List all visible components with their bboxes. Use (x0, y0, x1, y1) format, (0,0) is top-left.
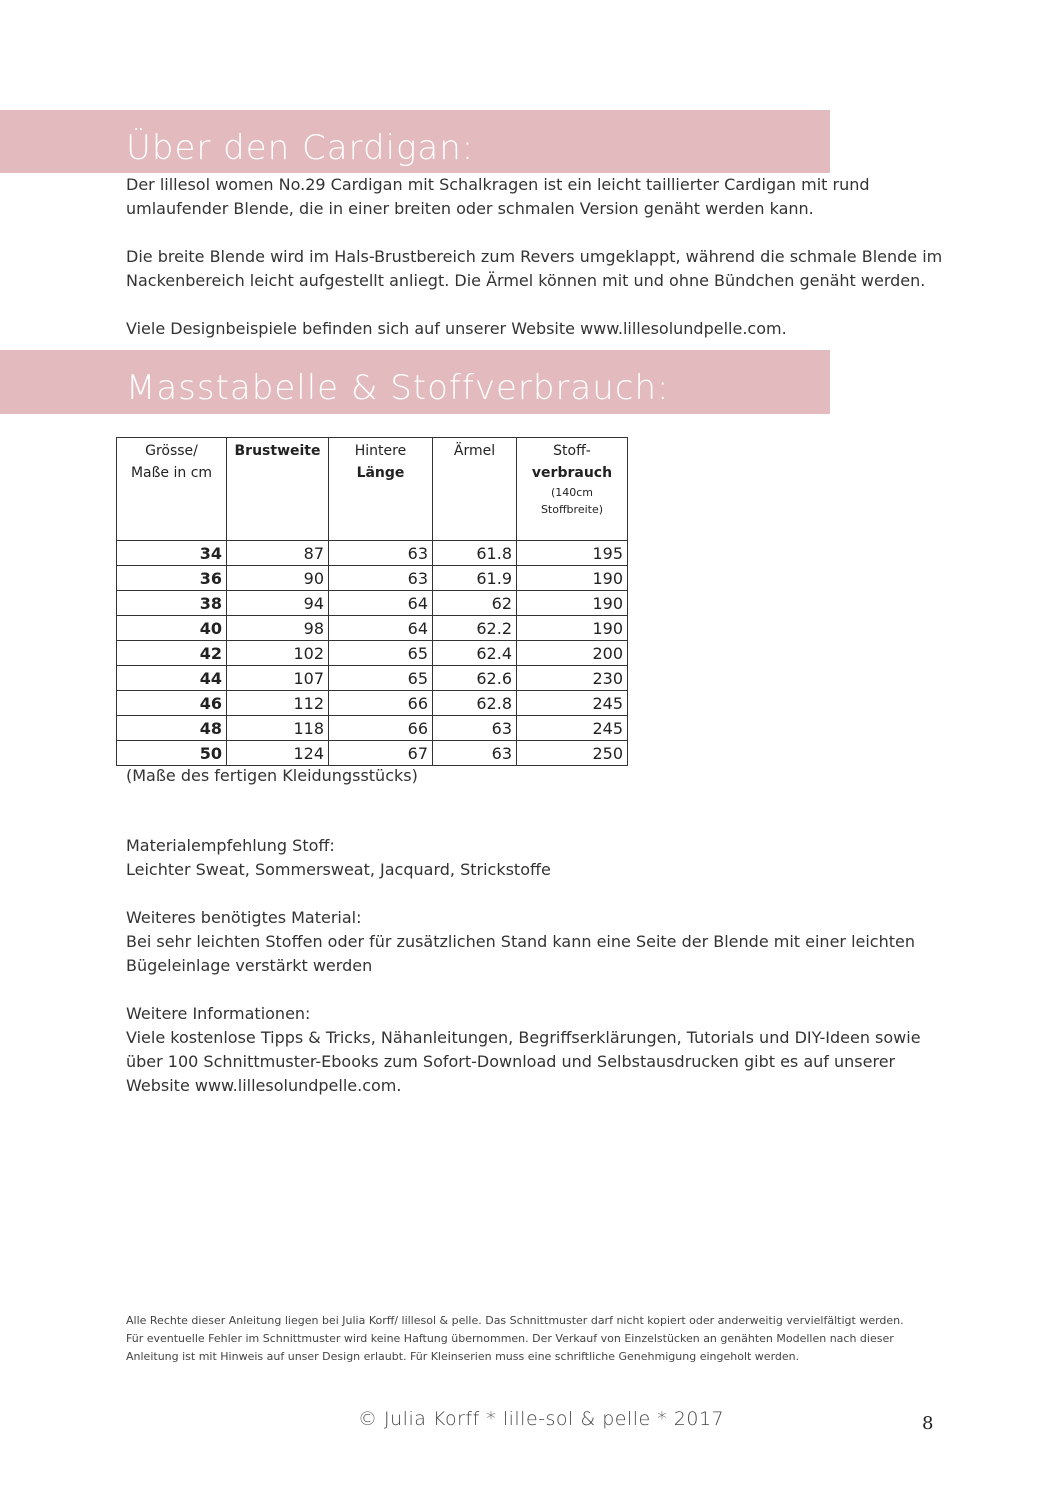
text-line: über 100 Schnittmuster-Ebooks zum Sofort-Download und Selbstausdrucken gibt es auf unserer (126, 1052, 896, 1071)
legal-line: Für eventuelle Fehler im Schnittmuster wird keine Haftung übernommen. Der Verkauf von Einzelstücken an genähten Modellen nach dieser (126, 1332, 894, 1345)
header-chest (227, 438, 329, 541)
cell-fabric: 190 (517, 591, 628, 616)
header-text: verbrauch (531, 465, 613, 481)
table-row (117, 741, 628, 766)
cell-chest: 94 (227, 591, 329, 616)
cell-chest: 112 (227, 691, 329, 716)
cell-fabric: 250 (517, 741, 628, 766)
cell-size: 42 (117, 641, 227, 666)
cell-fabric: 190 (517, 566, 628, 591)
cell-fabric: 245 (517, 716, 628, 741)
table-row (117, 666, 628, 691)
header-text: Grösse/ (145, 443, 198, 459)
cell-back-length: 63 (329, 566, 433, 591)
text-line: Die breite Blende wird im Hals-Brustbereich zum Revers umgeklappt, während die schmale Blende im (126, 247, 943, 266)
copyright-footer: © Julia Korff * lille-sol & pelle * 2017 (358, 1408, 725, 1430)
legal-line: Alle Rechte dieser Anleitung liegen bei Julia Korff/ lillesol & pelle. Das Schnittmuster darf nicht kopiert oder anderweitig vervielfältigt werden. (126, 1314, 904, 1327)
header-size (117, 438, 227, 541)
cell-back-length: 65 (329, 666, 433, 691)
cell-size: 48 (117, 716, 227, 741)
cell-chest: 124 (227, 741, 329, 766)
cell-size: 50 (117, 741, 227, 766)
cell-size: 40 (117, 616, 227, 641)
text-line: Viele kostenlose Tipps & Tricks, Nähanleitungen, Begriffserklärungen, Tutorials und DIY-Ideen sowie (126, 1028, 921, 1047)
cell-chest: 107 (227, 666, 329, 691)
cell-back-length: 66 (329, 691, 433, 716)
cell-fabric: 245 (517, 691, 628, 716)
further-material-text (126, 930, 915, 978)
cell-sleeve: 62.6 (433, 666, 517, 691)
cell-sleeve: 62.8 (433, 691, 517, 716)
section-header-band-sizes (0, 350, 830, 414)
cell-back-length: 64 (329, 616, 433, 641)
intro-paragraph-1 (126, 173, 870, 221)
cell-sleeve: 63 (433, 716, 517, 741)
cell-back-length: 65 (329, 641, 433, 666)
table-row (117, 541, 628, 566)
material-value: Leichter Sweat, Sommersweat, Jacquard, Strickstoffe (126, 860, 551, 879)
intro-paragraph-2 (126, 245, 942, 293)
cell-fabric: 230 (517, 666, 628, 691)
size-table-header-row (117, 438, 628, 541)
intro-paragraph-3 (126, 317, 787, 341)
header-text: Hintere (354, 443, 407, 459)
section-header-band-cardigan (0, 110, 830, 173)
table-row (117, 641, 628, 666)
cell-back-length: 66 (329, 716, 433, 741)
info-heading: Weitere Informationen: (126, 1004, 311, 1023)
cell-sleeve: 61.9 (433, 566, 517, 591)
cell-back-length: 63 (329, 541, 433, 566)
cell-sleeve: 62.2 (433, 616, 517, 641)
table-row (117, 591, 628, 616)
table-note: (Maße des fertigen Kleidungsstücks) (126, 766, 418, 785)
cell-chest: 98 (227, 616, 329, 641)
cell-sleeve: 62 (433, 591, 517, 616)
cell-chest: 118 (227, 716, 329, 741)
cell-size: 34 (117, 541, 227, 566)
header-text: Brustweite (234, 443, 321, 459)
header-sleeve (433, 438, 517, 541)
cell-back-length: 67 (329, 741, 433, 766)
further-material-heading: Weiteres benötigtes Material: (126, 908, 362, 927)
cell-sleeve: 63 (433, 741, 517, 766)
text-line: Der lillesol women No.29 Cardigan mit Schalkragen ist ein leicht taillierter Cardigan mit rund (126, 175, 870, 194)
legal-line: Anleitung ist mit Hinweis auf unser Design erlaubt. Für Kleinserien muss eine schriftliche Genehmigung eingeholt werden. (126, 1350, 800, 1363)
header-note: (140cm (550, 486, 594, 499)
cell-fabric: 190 (517, 616, 628, 641)
header-text: Maße in cm (130, 465, 213, 481)
info-text (126, 1026, 921, 1098)
section-title-sizes: Masstabelle & Stoffverbrauch: (126, 368, 670, 408)
cell-chest: 87 (227, 541, 329, 566)
cell-size: 36 (117, 566, 227, 591)
cell-size: 44 (117, 666, 227, 691)
cell-sleeve: 61.8 (433, 541, 517, 566)
cell-size: 38 (117, 591, 227, 616)
cell-chest: 90 (227, 566, 329, 591)
table-row (117, 691, 628, 716)
text-line: umlaufender Blende, die in einer breiten oder schmalen Version genäht werden kann. (126, 199, 814, 218)
text-line: Nackenbereich leicht aufgestellt anliegt. Die Ärmel können mit und ohne Bündchen genäht werden. (126, 271, 926, 290)
table-row (117, 616, 628, 641)
cell-fabric: 195 (517, 541, 628, 566)
material-heading: Materialempfehlung Stoff: (126, 836, 335, 855)
text-line: Bei sehr leichten Stoffen oder für zusätzlichen Stand kann eine Seite der Blende mit einer leichten (126, 932, 915, 951)
header-text: Länge (356, 465, 405, 481)
cell-fabric: 200 (517, 641, 628, 666)
header-text: Ärmel (453, 443, 496, 459)
text-line: Bügeleinlage verstärkt werden (126, 956, 373, 975)
legal-notice (126, 1312, 904, 1366)
section-title-cardigan: Über den Cardigan: (126, 128, 475, 168)
table-row (117, 566, 628, 591)
header-note: Stoffbreite) (540, 503, 604, 516)
header-fabric-usage (517, 438, 628, 541)
text-line: Viele Designbeispiele befinden sich auf unserer Website www.lillesolundpelle.com. (126, 319, 787, 338)
header-back-length (329, 438, 433, 541)
size-table (116, 437, 628, 766)
cell-size: 46 (117, 691, 227, 716)
text-line: Website www.lillesolundpelle.com. (126, 1076, 402, 1095)
cell-back-length: 64 (329, 591, 433, 616)
cell-sleeve: 62.4 (433, 641, 517, 666)
page-number: 8 (922, 1413, 934, 1434)
header-text: Stoff- (553, 443, 591, 459)
cell-chest: 102 (227, 641, 329, 666)
table-row (117, 716, 628, 741)
